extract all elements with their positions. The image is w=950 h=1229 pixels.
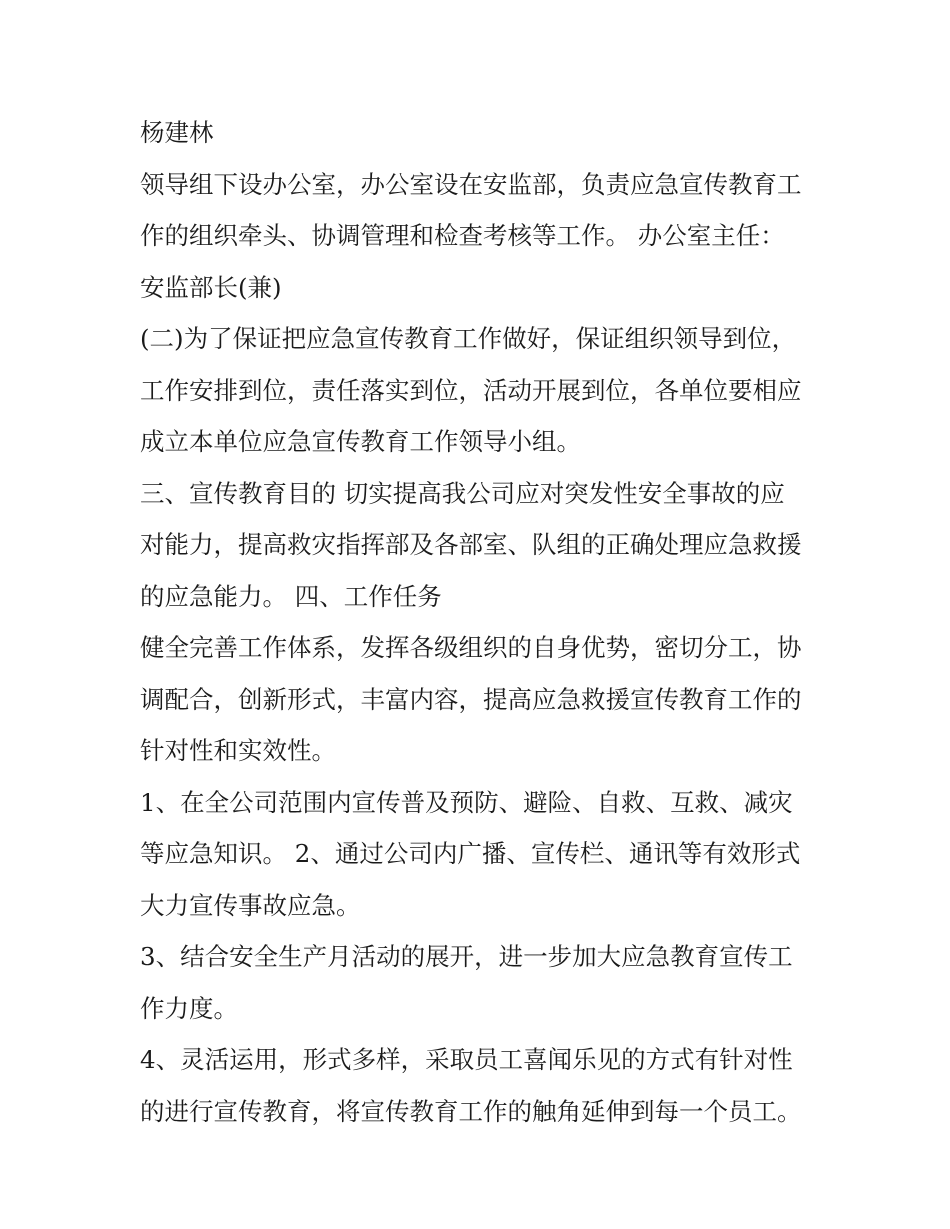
text-line: 健全完善工作体系，发挥各级组织的自身优势，密切分工，协 bbox=[140, 633, 802, 662]
text-line: 1、在全公司范围内宣传普及预防、避险、自救、互救、减灾 bbox=[140, 787, 793, 817]
paragraph-tasks bbox=[140, 622, 815, 777]
paragraph-office-setup bbox=[140, 159, 815, 314]
text-line: 的进行宣传教育，将宣传教育工作的触角延伸到每一个员工。 bbox=[140, 1096, 802, 1126]
text-line: 安监部长(兼) bbox=[140, 272, 282, 302]
text-line: 等应急知识。 2、通过公司内广播、宣传栏、通讯等有效形式 bbox=[140, 839, 801, 868]
text-line: 成立本单位应急宣传教育工作领导小组。 bbox=[140, 427, 581, 456]
paragraph-purpose bbox=[140, 468, 815, 623]
text-line: 作力度。 bbox=[140, 993, 238, 1023]
text-line: 领导组下设办公室，办公室设在安监部，负责应急宣传教育工 bbox=[140, 169, 802, 199]
text-line: 针对性和实效性。 bbox=[140, 736, 336, 765]
paragraph-item-1-2 bbox=[140, 777, 815, 932]
paragraph-signatory bbox=[140, 107, 815, 159]
text-line: 3、结合安全生产月活动的展开，进一步加大应急教育宣传工 bbox=[140, 942, 793, 971]
text-line: (二)为了保证把应急宣传教育工作做好，保证组织领导到位， bbox=[140, 324, 797, 353]
text-line: 对能力，提高救灾指挥部及各部室、队组的正确处理应急救援 bbox=[140, 530, 802, 559]
paragraph-section-two bbox=[140, 313, 815, 468]
paragraph-item-3 bbox=[140, 931, 815, 1034]
paragraph-item-4 bbox=[140, 1034, 815, 1137]
text-line: 三、宣传教育目的 切实提高我公司应对突发性安全事故的应 bbox=[140, 478, 785, 508]
text-line: 杨建林 bbox=[140, 118, 214, 147]
text-line: 大力宣传事故应急。 bbox=[140, 890, 361, 920]
text-line: 工作安排到位，责任落实到位，活动开展到位，各单位要相应 bbox=[140, 375, 802, 405]
text-line: 的应急能力。 四、工作任务 bbox=[140, 581, 442, 611]
text-line: 作的组织牵头、协调管理和检查考核等工作。 办公室主任： bbox=[140, 221, 785, 250]
text-line: 调配合，创新形式，丰富内容，提高应急救援宣传教育工作的 bbox=[140, 684, 802, 714]
text-line: 4、灵活运用，形式多样，采取员工喜闻乐见的方式有针对性 bbox=[140, 1045, 793, 1074]
document-body bbox=[140, 107, 815, 1137]
